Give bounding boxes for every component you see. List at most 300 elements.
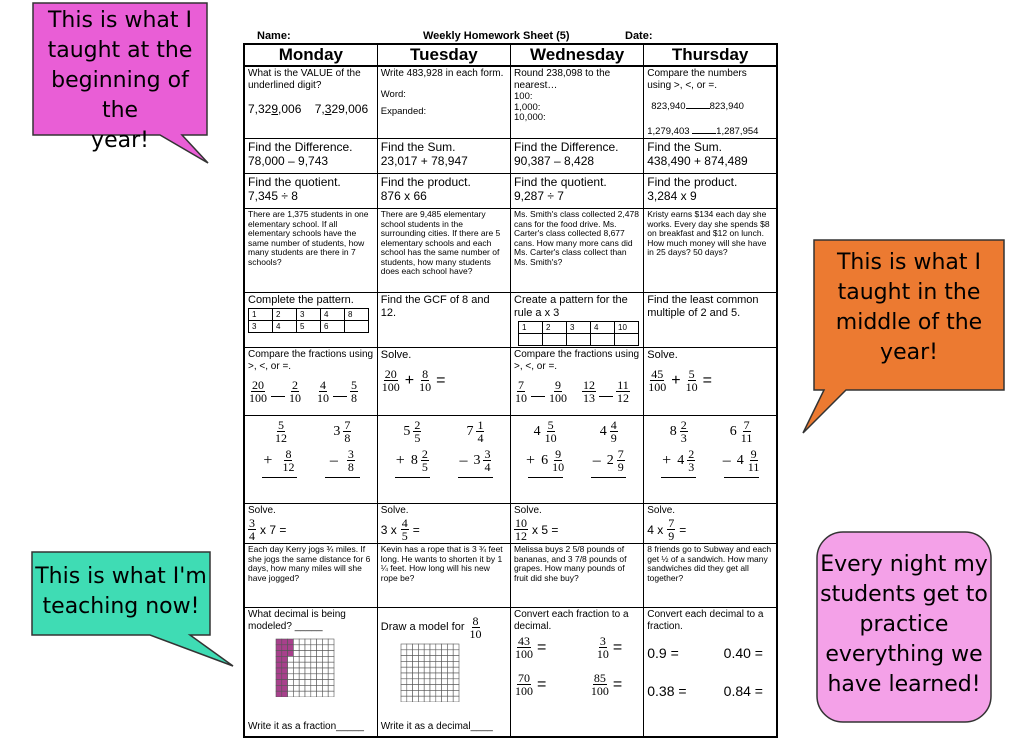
- wed-10-question: Convert each fraction to a decimal.: [514, 609, 629, 632]
- mixed-wed-b: 4 $\frac{4}{9}$: [599, 418, 617, 445]
- wed-3-expr: 9,287 ÷ 7: [514, 189, 564, 203]
- model-grid-cell: [299, 691, 305, 697]
- model-grid-cell: [401, 661, 407, 667]
- model-grid-cell: [447, 644, 453, 650]
- model-grid-cell: [322, 645, 328, 651]
- cell-tue-8: [377, 504, 510, 544]
- model-grid-cell: [299, 656, 305, 662]
- cell-tue-2: [377, 139, 510, 174]
- cell-thu-3: [644, 174, 777, 209]
- model-grid-cell: [282, 639, 288, 645]
- model-grid-cell: [436, 696, 442, 702]
- model-grid-cell: [276, 651, 282, 657]
- model-grid-cell: [441, 696, 447, 702]
- cell-thu-1: [644, 66, 777, 139]
- model-grid-cell: [441, 673, 447, 679]
- tue-2-question: Find the Sum.: [380, 140, 456, 154]
- model-grid-cell: [447, 690, 453, 696]
- cell-mon-5: [244, 293, 377, 348]
- model-grid-cell: [418, 673, 424, 679]
- model-grid-cell: [401, 685, 407, 691]
- model-grid-cell: [401, 673, 407, 679]
- model-grid-cell: [293, 656, 299, 662]
- model-grid-cell: [424, 673, 430, 679]
- wed-1-thousand: 1,000:: [514, 101, 541, 113]
- homework-grid: [243, 43, 778, 738]
- model-grid-cell: [401, 644, 407, 650]
- tue-1-question: Write 483,928 in each form.: [380, 68, 504, 79]
- tue-2-expr: 23,017 + 78,947: [380, 154, 468, 168]
- row-mult-div: [244, 174, 777, 209]
- cell-thu-7: [644, 416, 777, 504]
- model-grid-cell: [288, 691, 294, 697]
- model-grid-cell: [317, 680, 323, 686]
- model-grid-cell: [282, 691, 288, 697]
- model-grid-cell: [299, 651, 305, 657]
- date-label: Date:: [625, 30, 653, 42]
- mon-2-question: Find the Difference.: [248, 140, 353, 154]
- model-grid-cell: [424, 690, 430, 696]
- model-grid-cell: [328, 651, 334, 657]
- row-fraction-word-problems: [244, 544, 777, 608]
- model-grid-cell: [424, 667, 430, 673]
- wed-4-problem: Ms. Smith's class collected 2,478 cans for the food drive. Ms. Carter's class collected 8,677 cans. How many more cans did Ms. Carter's class collect than Ms. Smith's?: [511, 209, 644, 293]
- model-grid-cell: [328, 662, 334, 668]
- model-grid-cell: [453, 679, 459, 685]
- model-grid-cell: [299, 685, 305, 691]
- model-grid-cell: [412, 667, 418, 673]
- model-grid-cell: [276, 645, 282, 651]
- model-grid-cell: [447, 679, 453, 685]
- model-grid-cell: [436, 644, 442, 650]
- model-grid-cell: [447, 650, 453, 656]
- mon-3-question: Find the quotient.: [248, 175, 341, 189]
- mon-5-pattern-table: 1 2 3 4 8 3 4 5 6: [248, 308, 369, 333]
- model-grid-cell: [441, 650, 447, 656]
- model-grid-cell: [407, 650, 413, 656]
- callout-now-text: This is what I'm teaching now!: [35, 564, 207, 619]
- model-grid-cell: [288, 680, 294, 686]
- model-grid-cell: [424, 696, 430, 702]
- model-grid-cell: [317, 674, 323, 680]
- model-grid-cell: [299, 674, 305, 680]
- callout-beginning-text: This is what I taught at the beginning of the year!: [47, 8, 193, 153]
- mon-1-question: What is the VALUE of the underlined digit?: [248, 68, 361, 91]
- cell-tue-5: [377, 293, 510, 348]
- model-grid-cell: [299, 680, 305, 686]
- cell-mon-6: [244, 348, 377, 416]
- model-grid-cell: [288, 685, 294, 691]
- model-grid-cell: [322, 656, 328, 662]
- cell-mon-1: [244, 66, 377, 139]
- model-grid-cell: [436, 679, 442, 685]
- mixed-wed-d: – 2 $\frac{7}{9}$: [592, 447, 624, 474]
- blank-model-grid: [399, 642, 479, 702]
- row-patterns: [244, 293, 777, 348]
- mon-5-question: Complete the pattern.: [248, 294, 354, 306]
- model-grid-cell: [418, 661, 424, 667]
- model-grid-cell: [430, 673, 436, 679]
- cell-thu-6: [644, 348, 777, 416]
- model-grid-cell: [317, 668, 323, 674]
- thu-3-question: Find the product.: [647, 175, 738, 189]
- model-grid-cell: [436, 673, 442, 679]
- model-grid-cell: [401, 650, 407, 656]
- tue-8-expr: 3 x $\frac{4}{5}$ =: [380, 516, 420, 543]
- tue-1-word: Word:: [380, 89, 406, 100]
- cell-wed-5: [511, 293, 644, 348]
- model-grid-cell: [430, 667, 436, 673]
- model-grid-cell: [311, 645, 317, 651]
- model-grid-cell: [276, 656, 282, 662]
- model-grid-cell: [412, 650, 418, 656]
- model-grid-cell: [276, 674, 282, 680]
- model-grid-cell: [305, 656, 311, 662]
- model-grid-cell: [299, 662, 305, 668]
- wed-5-pattern-table: 1 2 3 4 10: [518, 321, 639, 346]
- model-grid-cell: [293, 680, 299, 686]
- model-grid-cell: [430, 661, 436, 667]
- model-grid-cell: [305, 685, 311, 691]
- model-grid-cell: [305, 662, 311, 668]
- mon-1-numbers: 7,329,006 7,329,006: [248, 102, 369, 116]
- mon-8-expr: $\frac{3}{4}$ x 7 =: [249, 516, 287, 543]
- model-grid-cell: [407, 667, 413, 673]
- mon-4-problem: There are 1,375 students in one elementary school. If all elementary schools have the same number of students, how many students are there in 7 schools?: [244, 209, 377, 293]
- model-grid-cell: [311, 691, 317, 697]
- model-grid-cell: [322, 662, 328, 668]
- model-grid-cell: [322, 651, 328, 657]
- model-grid-cell: [328, 668, 334, 674]
- model-grid-cell: [418, 679, 424, 685]
- thu-8-question: Solve.: [647, 505, 676, 516]
- day-wednesday: Wednesday: [511, 44, 644, 66]
- model-grid-cell: [276, 639, 282, 645]
- model-grid-cell: [407, 690, 413, 696]
- thu-1-compare-b: 1,279,403 1,287,954: [647, 123, 773, 138]
- model-grid-cell: [322, 680, 328, 686]
- model-grid-cell: [430, 690, 436, 696]
- model-grid-cell: [436, 667, 442, 673]
- wed-6-fractions: $\frac{7}{10}$ $\frac{9}{100}$ $\frac{12}{13}$ $\frac{11}{12}$: [515, 378, 629, 405]
- model-grid-cell: [276, 662, 282, 668]
- model-grid-cell: [430, 644, 436, 650]
- mixed-mon-d: – $\frac{3}{8}$: [329, 447, 354, 474]
- model-grid-cell: [311, 651, 317, 657]
- cell-mon-8: [244, 504, 377, 544]
- model-grid-cell: [441, 661, 447, 667]
- model-grid-cell: [407, 644, 413, 650]
- cell-tue-1: [377, 66, 510, 139]
- model-grid-cell: [436, 650, 442, 656]
- model-grid-cell: [282, 645, 288, 651]
- wed-3-question: Find the quotient.: [514, 175, 607, 189]
- model-grid-cell: [453, 690, 459, 696]
- model-grid-cell: [447, 667, 453, 673]
- mixed-thu-c: + 4 $\frac{2}{3}$: [662, 447, 695, 474]
- model-grid-cell: [453, 661, 459, 667]
- model-grid-cell: [288, 639, 294, 645]
- model-grid-cell: [401, 690, 407, 696]
- cell-wed-2: [511, 139, 644, 174]
- thu-3-expr: 3,284 x 9: [647, 189, 697, 203]
- day-monday: Monday: [244, 44, 377, 66]
- wed-10-row1: $\frac{43}{100}$ = $\frac{3}{10}$ =: [515, 634, 623, 661]
- model-grid-cell: [453, 656, 459, 662]
- mon-8-question: Solve.: [248, 505, 276, 516]
- model-grid-cell: [328, 674, 334, 680]
- day-thursday: Thursday: [644, 44, 777, 66]
- mon-6-fractions: $\frac{20}{100}$ $\frac{2}{10}$ $\frac{4}{10}$ $\frac{5}{8}$: [249, 378, 357, 405]
- model-grid-cell: [441, 644, 447, 650]
- mixed-mon-b: 3 $\frac{7}{8}$: [333, 418, 351, 445]
- mixed-tue-d: – 3 $\frac{3}{4}$: [459, 447, 491, 474]
- model-grid-cell: [293, 645, 299, 651]
- model-grid-cell: [293, 685, 299, 691]
- model-grid-cell: [328, 691, 334, 697]
- model-grid-cell: [299, 639, 305, 645]
- tue-9-problem: Kevin has a rope that is 3 ¾ feet long. He wants to shorten it by 1 ¼ feet. How long will his new rope be?: [377, 544, 510, 608]
- mixed-tue-a: 5 $\frac{2}{5}$: [403, 418, 421, 445]
- mon-2-expr: 78,000 – 9,743: [248, 154, 329, 168]
- model-grid-cell: [317, 656, 323, 662]
- model-grid-cell: [305, 680, 311, 686]
- thu-2-expr: 438,490 + 874,489: [647, 154, 748, 168]
- cell-wed-1: [511, 66, 644, 139]
- row-decimals: [244, 608, 777, 738]
- model-grid-cell: [293, 691, 299, 697]
- model-grid-cell: [322, 668, 328, 674]
- model-grid-cell: [424, 661, 430, 667]
- callout-beginning: [0, 0, 240, 170]
- model-grid-cell: [282, 662, 288, 668]
- model-grid-cell: [407, 679, 413, 685]
- model-grid-cell: [276, 668, 282, 674]
- thu-1-question: Compare the numbers using >, <, or =.: [647, 68, 747, 91]
- model-grid-cell: [418, 667, 424, 673]
- model-grid-cell: [407, 661, 413, 667]
- model-grid-cell: [299, 668, 305, 674]
- model-grid-cell: [441, 679, 447, 685]
- cell-thu-2: [644, 139, 777, 174]
- mon-10-write: Write it as a fraction_____: [248, 721, 364, 732]
- thu-5-question: Find the least common multiple of 2 and 5.: [647, 294, 759, 319]
- wed-8-question: Solve.: [514, 505, 542, 516]
- mixed-thu-a: 8 $\frac{2}{3}$: [669, 418, 687, 445]
- wed-1-question: Round 238,098 to the nearest…: [514, 68, 611, 91]
- model-grid-cell: [407, 656, 413, 662]
- model-grid-cell: [288, 656, 294, 662]
- mixed-wed-c: + 6 $\frac{9}{10}$: [526, 447, 565, 474]
- mon-6-question: Compare the fractions using >, <, or =.: [248, 349, 374, 372]
- cell-thu-10: [644, 608, 777, 738]
- model-grid-cell: [447, 656, 453, 662]
- callout-night-text: Every night my students get to practice everything we have learned!: [820, 552, 988, 697]
- thu-1-compare-a: 823,940 823,940: [647, 98, 773, 113]
- row-fraction-compare: [244, 348, 777, 416]
- model-grid-cell: [276, 685, 282, 691]
- mon-9-problem: Each day Kerry jogs ¾ miles. If she jogs the same distance for 6 days, how many miles will she have jogged?: [244, 544, 377, 608]
- model-grid-cell: [453, 667, 459, 673]
- model-grid-cell: [407, 673, 413, 679]
- model-grid-cell: [453, 644, 459, 650]
- model-grid-cell: [328, 656, 334, 662]
- model-grid-cell: [276, 680, 282, 686]
- model-grid-cell: [412, 685, 418, 691]
- wed-2-question: Find the Difference.: [514, 140, 619, 154]
- model-grid-cell: [288, 668, 294, 674]
- model-grid-cell: [293, 639, 299, 645]
- model-grid-cell: [412, 656, 418, 662]
- model-grid-cell: [412, 673, 418, 679]
- cell-mon-10: [244, 608, 377, 738]
- model-grid-cell: [317, 691, 323, 697]
- cell-tue-10: [377, 608, 510, 738]
- wed-8-expr: $\frac{10}{12}$ x 5 =: [515, 516, 559, 543]
- model-grid-cell: [293, 674, 299, 680]
- day-tuesday: Tuesday: [377, 44, 510, 66]
- model-grid-cell: [288, 674, 294, 680]
- thu-8-expr: 4 x $\frac{7}{9}$ =: [647, 516, 687, 543]
- tue-10-write: Write it as a decimal____: [380, 721, 493, 732]
- model-grid-cell: [407, 696, 413, 702]
- model-grid-cell: [418, 644, 424, 650]
- model-grid-cell: [453, 673, 459, 679]
- cell-wed-8: [511, 504, 644, 544]
- model-grid-cell: [305, 691, 311, 697]
- row-word-problems: [244, 209, 777, 293]
- model-grid-cell: [418, 690, 424, 696]
- tue-5-question: Find the GCF of 8 and 12.: [380, 294, 490, 319]
- tue-3-expr: 876 x 66: [380, 189, 427, 203]
- thu-6-question: Solve.: [647, 349, 678, 361]
- model-grid-cell: [412, 690, 418, 696]
- tue-3-question: Find the product.: [380, 175, 471, 189]
- model-grid-cell: [311, 680, 317, 686]
- model-grid-cell: [322, 685, 328, 691]
- model-grid-cell: [282, 668, 288, 674]
- model-grid-cell: [311, 656, 317, 662]
- model-grid-cell: [317, 639, 323, 645]
- thu-9-problem: 8 friends go to Subway and each get ½ of a sandwich. How many sandwiches did they get all together?: [644, 544, 777, 608]
- cell-wed-10: [511, 608, 644, 738]
- row-mixed-numbers: [244, 416, 777, 504]
- model-grid-cell: [317, 651, 323, 657]
- model-grid-cell: [282, 656, 288, 662]
- thu-10-row2: 0.38 = 0.84 =: [647, 683, 763, 699]
- sheet-title: Weekly Homework Sheet (5): [423, 30, 570, 42]
- day-header-row: [244, 44, 777, 66]
- model-grid-cell: [424, 650, 430, 656]
- model-grid-cell: [293, 662, 299, 668]
- wed-1-tenthousand: 10,000:: [514, 112, 546, 123]
- wed-1-hundred: 100:: [514, 91, 533, 102]
- wed-9-problem: Melissa buys 2 5/8 pounds of bananas, and 3 7/8 pounds of grapes. How many pounds of fruit did she buy?: [511, 544, 644, 608]
- name-label: Name:: [257, 30, 291, 42]
- callout-now: [30, 550, 240, 680]
- model-grid-cell: [447, 685, 453, 691]
- row-place-value: [244, 66, 777, 139]
- model-grid-cell: [430, 679, 436, 685]
- cell-thu-8: [644, 504, 777, 544]
- cell-thu-5: [644, 293, 777, 348]
- model-grid-cell: [311, 668, 317, 674]
- mon-3-expr: 7,345 ÷ 8: [248, 189, 298, 203]
- model-grid-cell: [424, 656, 430, 662]
- model-grid-cell: [424, 685, 430, 691]
- model-grid-cell: [311, 685, 317, 691]
- model-grid-cell: [317, 662, 323, 668]
- model-grid-cell: [322, 674, 328, 680]
- model-grid-cell: [447, 661, 453, 667]
- wed-10-row2: $\frac{70}{100}$ = $\frac{85}{100}$ =: [515, 671, 623, 698]
- model-grid-cell: [282, 685, 288, 691]
- cell-mon-3: [244, 174, 377, 209]
- model-grid-cell: [412, 644, 418, 650]
- model-grid-cell: [317, 645, 323, 651]
- wed-5-question: Create a pattern for the rule a x 3: [514, 294, 628, 319]
- mixed-wed-a: 4 $\frac{5}{10}$: [533, 418, 557, 445]
- model-grid-cell: [328, 685, 334, 691]
- homework-sheet: [243, 30, 778, 738]
- model-grid-cell: [430, 696, 436, 702]
- model-grid-cell: [441, 656, 447, 662]
- model-grid-cell: [424, 644, 430, 650]
- model-grid-cell: [317, 685, 323, 691]
- model-grid-cell: [436, 690, 442, 696]
- thu-10-question: Convert each decimal to a fraction.: [647, 609, 764, 632]
- model-grid-cell: [328, 680, 334, 686]
- model-grid-cell: [401, 696, 407, 702]
- model-grid-cell: [412, 696, 418, 702]
- decimal-model-grid: [274, 637, 354, 697]
- model-grid-cell: [322, 691, 328, 697]
- model-grid-cell: [305, 651, 311, 657]
- model-grid-cell: [447, 696, 453, 702]
- row-add-sub: [244, 139, 777, 174]
- model-grid-cell: [441, 690, 447, 696]
- cell-tue-3: [377, 174, 510, 209]
- model-grid-cell: [436, 685, 442, 691]
- mixed-thu-d: – 4 $\frac{9}{11}$: [722, 447, 760, 474]
- model-grid-cell: [293, 668, 299, 674]
- model-grid-cell: [282, 651, 288, 657]
- tue-6-question: Solve.: [380, 349, 412, 361]
- callout-middle: [798, 230, 1024, 440]
- thu-2-question: Find the Sum.: [647, 140, 722, 154]
- model-grid-cell: [418, 685, 424, 691]
- model-grid-cell: [418, 656, 424, 662]
- model-grid-cell: [311, 639, 317, 645]
- model-grid-cell: [430, 656, 436, 662]
- model-grid-cell: [453, 685, 459, 691]
- thu-10-row1: 0.9 = 0.40 =: [647, 645, 763, 661]
- model-grid-cell: [447, 673, 453, 679]
- callout-night: [815, 530, 995, 730]
- cell-mon-7: [244, 416, 377, 504]
- model-grid-cell: [311, 674, 317, 680]
- model-grid-cell: [418, 650, 424, 656]
- model-grid-cell: [424, 679, 430, 685]
- thu-6-expr: $\frac{45}{100}$ + $\frac{5}{10}$ =: [648, 367, 712, 394]
- tue-1-expanded: Expanded:: [380, 105, 427, 117]
- mixed-mon-a: $\frac{5}{12}$: [274, 418, 287, 445]
- model-grid-cell: [430, 650, 436, 656]
- tue-10-question: Draw a model for $\frac{8}{10}$: [380, 614, 482, 641]
- model-grid-cell: [328, 645, 334, 651]
- cell-tue-6: [377, 348, 510, 416]
- model-grid-cell: [305, 674, 311, 680]
